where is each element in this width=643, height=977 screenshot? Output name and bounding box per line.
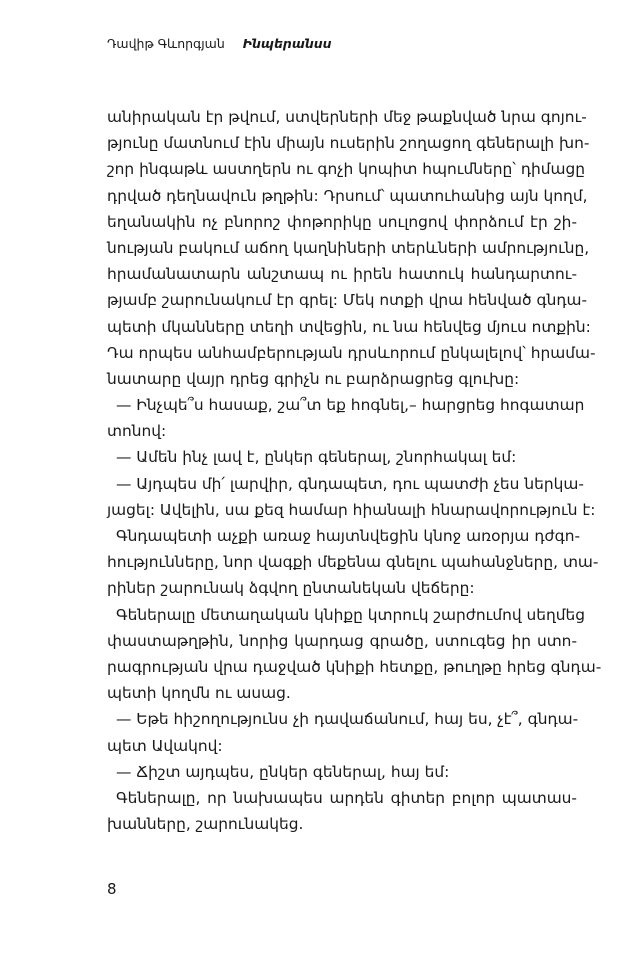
running-head-author: Դավիթ Գևորգյան <box>107 36 225 51</box>
text-line: Գեներալը մետաղական կնիքը կտրուկ շարժումով սեղմեց <box>116 605 586 624</box>
running-head-title: Ինպերանսս <box>242 36 332 51</box>
text-line: հությունները, նոր վագքի մեքենա գնելու պահանջները, տա- <box>107 553 599 572</box>
page-number: 8 <box>107 880 117 898</box>
text-line: դրված դեղնավուն թղթին: Դրսում՝ պատուհանից այն կողմ, <box>107 186 588 205</box>
text-line: տոնով: <box>107 422 167 441</box>
text-line: փաստաթղթին, նորից կարդաց գրածը, ստուգեց իր ստո- <box>107 631 577 650</box>
text-line: Դա որպես անհամբերության դրսևորում ընկալելով՝ հրամա- <box>107 343 596 362</box>
text-line: հրամանատարն անշտապ ու իրեն հատուկ հանդարտու- <box>107 265 577 284</box>
text-line: անիրական էր թվում, ստվերների մեջ թաքնված նրա գոյու- <box>107 108 587 126</box>
text-line: նության բակում աճող կաղնիների տերևների ամրությունը, <box>107 238 590 257</box>
text-line: — Այդպես մի՛ լարվիր, գնդապետ, դու պատժի չես ներկա- <box>116 474 584 493</box>
body-text <box>107 104 602 837</box>
text-line: թյամբ շարունակում էր գրել: Մեկ ոտքի վրա հենված գնդա- <box>107 291 588 310</box>
text-line: եղանակին ոչ բնորոշ փոթորիկը սուլոցով փորձում էր շի- <box>107 212 577 231</box>
text-line: պետի մկանները տեղի տվեցին, ու նա հենվեց մյուս ոտքին: <box>107 317 591 336</box>
text-line: նատարը վայր դրեց գրիչն ու բարձրացրեց գլուխը: <box>107 369 520 388</box>
text-line: — Ամեն ինչ լավ է, ընկեր գեներալ, շնորհակալ եմ: <box>116 448 517 467</box>
text-line: պետ Ավակով: <box>107 736 223 755</box>
text-line: պետի կողմն ու ասաց. <box>107 684 291 703</box>
text-line: — Ճիշտ այդպես, ընկեր գեներալ, հայ եմ: <box>116 762 450 781</box>
text-line: րագրության վրա դաջված կնիքի հետքը, թուղթը հրեց գնդա- <box>107 657 602 676</box>
text-line: Գնդապետի աչքի առաջ հայտնվեցին կնոջ առօրյա դժգո- <box>116 527 581 545</box>
text-line: րիներ շարունակ ձգվող ընտանեկան վեճերը: <box>107 579 475 598</box>
text-line: յացել: Ավելին, սա քեզ համար հիանալի հնարավորություն է: <box>107 500 596 519</box>
text-line: — Ինչպե՞ս հասաք, շա՞տ եք հոգնել,– հարցրեց հոգատար <box>116 396 585 415</box>
running-head <box>107 36 332 51</box>
text-line: խանները, շարունակեց. <box>107 815 304 834</box>
text-line: — Եթե հիշողությունս չի դավաճանում, հայ ես, չէ՞, գնդա- <box>116 710 579 729</box>
text-line: Գեներալը, որ նախապես արդեն գիտեր բոլոր պատաս- <box>116 788 577 807</box>
text-line: թյունը մատնում էին միայն ուսերին շողացող գեներալի խո- <box>107 134 590 153</box>
text-line: շոր ինգաթև աստղերն ու գոչի կոպիտ հպումները՝ դիմացը <box>107 160 586 179</box>
